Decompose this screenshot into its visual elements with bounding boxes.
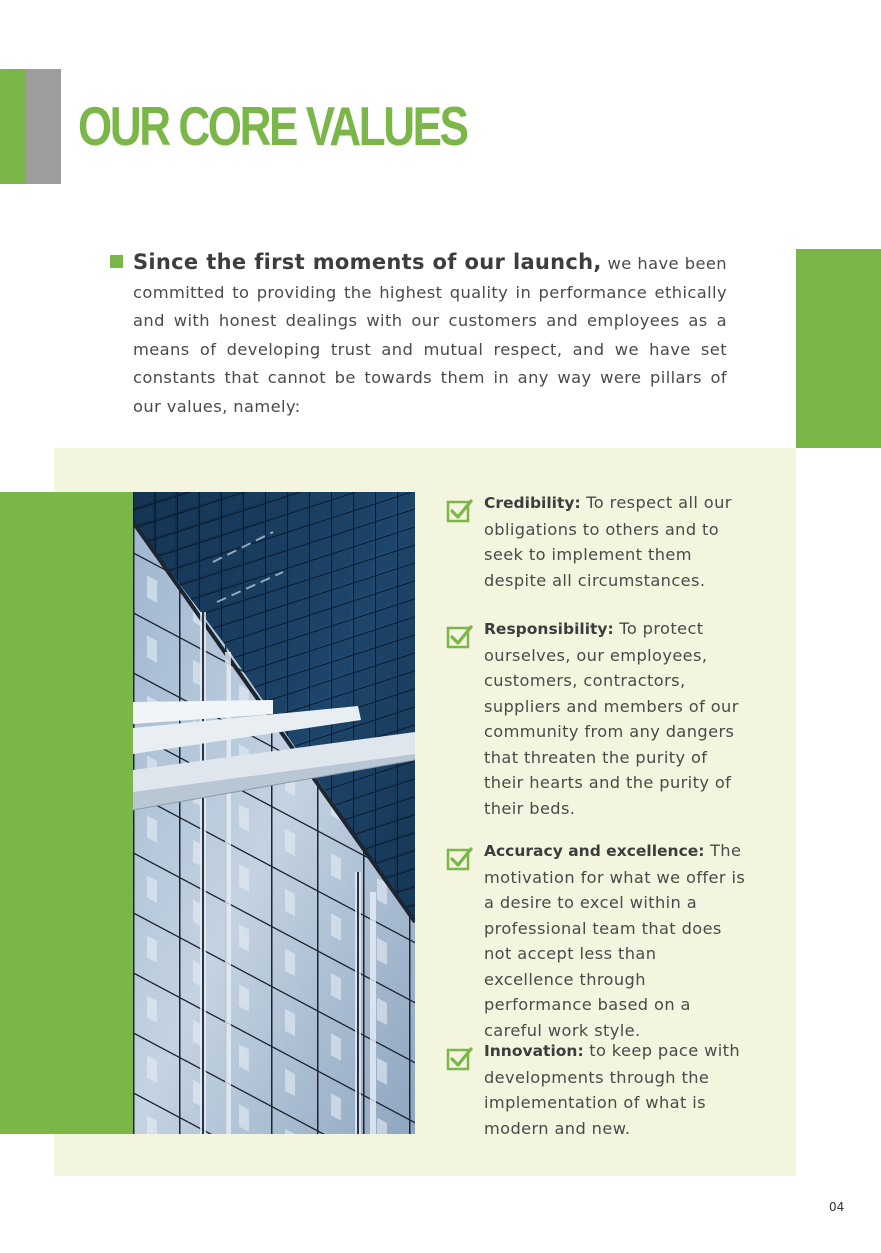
- value-text: [484, 1038, 746, 1141]
- building-photo: [133, 492, 415, 1134]
- value-text: [484, 490, 746, 593]
- title-accent-gray-bar: [26, 69, 61, 184]
- decorative-green-block-right: [796, 249, 881, 448]
- checkbox-checked-icon: [446, 498, 474, 524]
- value-text: [484, 616, 746, 821]
- value-label: Innovation:: [484, 1042, 584, 1060]
- page-number: 04: [829, 1200, 845, 1214]
- title-accent-green-bar: [0, 69, 26, 184]
- square-bullet-icon: [110, 255, 123, 268]
- value-label: Accuracy and excellence:: [484, 842, 705, 860]
- checkbox-checked-icon: [446, 1046, 474, 1072]
- checkbox-checked-icon: [446, 624, 474, 650]
- page-title: OUR CORE VALUES: [78, 95, 467, 157]
- value-description: To protect ourselves, our employees, customers, contractors, suppliers and members of our community from any dangers that threaten the purity of their hearts and the purity of their beds.: [484, 619, 739, 818]
- value-label: Responsibility:: [484, 620, 614, 638]
- value-description: to keep pace with developments through the implementation of what is modern and new.: [484, 1041, 741, 1138]
- intro-text: we have been committed to providing the highest quality in performance ethically and with honest dealings with our customers and employees as a means of developing trust and mutual respect, and we have set constants that cannot be towards them in any way were pillars of our values, namely:: [133, 254, 727, 416]
- value-description: To respect all our obligations to others and to seek to implement them despite all circumstances.: [484, 493, 732, 590]
- intro-lead: Since the first moments of our launch,: [133, 250, 602, 274]
- value-description: The motivation for what we offer is a desire to excel within a professional team that does not accept less than excellence through performance based on a careful work style.: [484, 841, 746, 1040]
- value-text: [484, 838, 746, 1043]
- value-label: Credibility:: [484, 494, 581, 512]
- checkbox-checked-icon: [446, 846, 474, 872]
- intro-paragraph: [133, 248, 727, 422]
- decorative-green-block-left: [0, 492, 133, 1134]
